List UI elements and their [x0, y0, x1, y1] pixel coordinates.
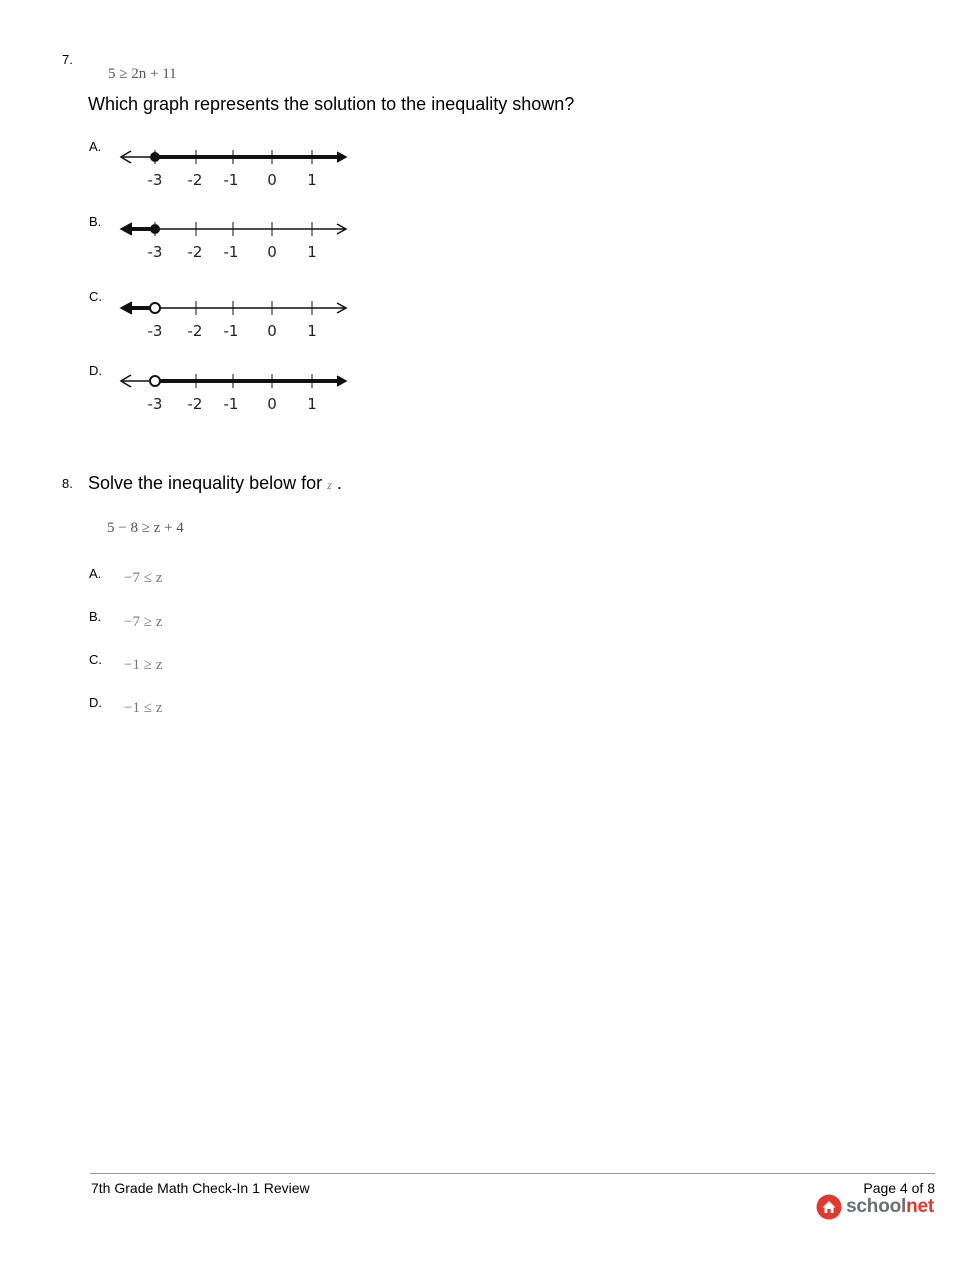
- number-line-a: [115, 143, 355, 193]
- right-arrow: [337, 376, 346, 386]
- open-endpoint: [150, 376, 160, 386]
- option-letter-d[interactable]: D.: [89, 695, 102, 710]
- option-letter-c[interactable]: C.: [89, 652, 102, 667]
- prompt-variable: z: [327, 478, 332, 492]
- tick-label: -3: [147, 171, 163, 189]
- house-icon: [816, 1194, 842, 1220]
- tick-label: -1: [223, 395, 239, 413]
- tick-label: 1: [307, 322, 317, 340]
- left-arrow: [121, 223, 132, 235]
- tick-label: -1: [223, 243, 239, 261]
- option-expression-c[interactable]: −1 ≥ z: [124, 657, 163, 673]
- number-line-c: [115, 294, 355, 344]
- question-expression: 5 − 8 ≥ z + 4: [107, 520, 184, 536]
- tick-label: -3: [147, 322, 163, 340]
- footer-title: 7th Grade Math Check-In 1 Review: [91, 1180, 310, 1196]
- option-letter-b[interactable]: B.: [89, 609, 102, 624]
- option-expression-a[interactable]: −7 ≤ z: [124, 570, 163, 586]
- question-expression: 5 ≥ 2n + 11: [108, 66, 177, 82]
- tick-label: -2: [187, 243, 203, 261]
- tick-label: -3: [147, 395, 163, 413]
- prompt-text: Solve the inequality below for: [88, 473, 323, 493]
- question-number: 8.: [62, 476, 73, 491]
- page-indicator: Page 4 of 8: [863, 1180, 935, 1196]
- tick-label: -1: [223, 322, 239, 340]
- left-arrow: [121, 302, 132, 314]
- tick-label: 0: [267, 171, 277, 189]
- right-arrow: [337, 152, 346, 162]
- closed-endpoint: [150, 224, 160, 234]
- tick-label: 0: [267, 243, 277, 261]
- closed-endpoint: [150, 152, 160, 162]
- tick-label: -3: [147, 243, 163, 261]
- option-letter-a[interactable]: A.: [89, 566, 102, 581]
- schoolnet-logo: [816, 1194, 934, 1220]
- tick-label: 1: [307, 395, 317, 413]
- tick-label: 1: [307, 171, 317, 189]
- footer-divider: [90, 1173, 935, 1174]
- option-expression-b[interactable]: −7 ≥ z: [124, 614, 163, 630]
- brand-net: net: [906, 1196, 934, 1217]
- option-letter-c[interactable]: C.: [89, 289, 102, 304]
- option-letter-a[interactable]: A.: [89, 139, 102, 154]
- question-number: 7.: [62, 52, 73, 67]
- question-prompt: [88, 473, 342, 494]
- tick-label: 0: [267, 395, 277, 413]
- open-endpoint: [150, 303, 160, 313]
- tick-label: -2: [187, 322, 203, 340]
- question-prompt: Which graph represents the solution to the inequality shown?: [88, 94, 575, 114]
- option-letter-b[interactable]: B.: [89, 214, 102, 229]
- tick-label: -2: [187, 171, 203, 189]
- number-line-d: [115, 367, 355, 417]
- tick-label: -2: [187, 395, 203, 413]
- tick-label: 1: [307, 243, 317, 261]
- option-expression-d[interactable]: −1 ≤ z: [124, 700, 163, 716]
- tick-label: 0: [267, 322, 277, 340]
- brand-school: school: [846, 1196, 907, 1217]
- tick-label: -1: [223, 171, 239, 189]
- number-line-b: [115, 215, 355, 265]
- prompt-end: .: [336, 473, 342, 493]
- option-letter-d[interactable]: D.: [89, 363, 102, 378]
